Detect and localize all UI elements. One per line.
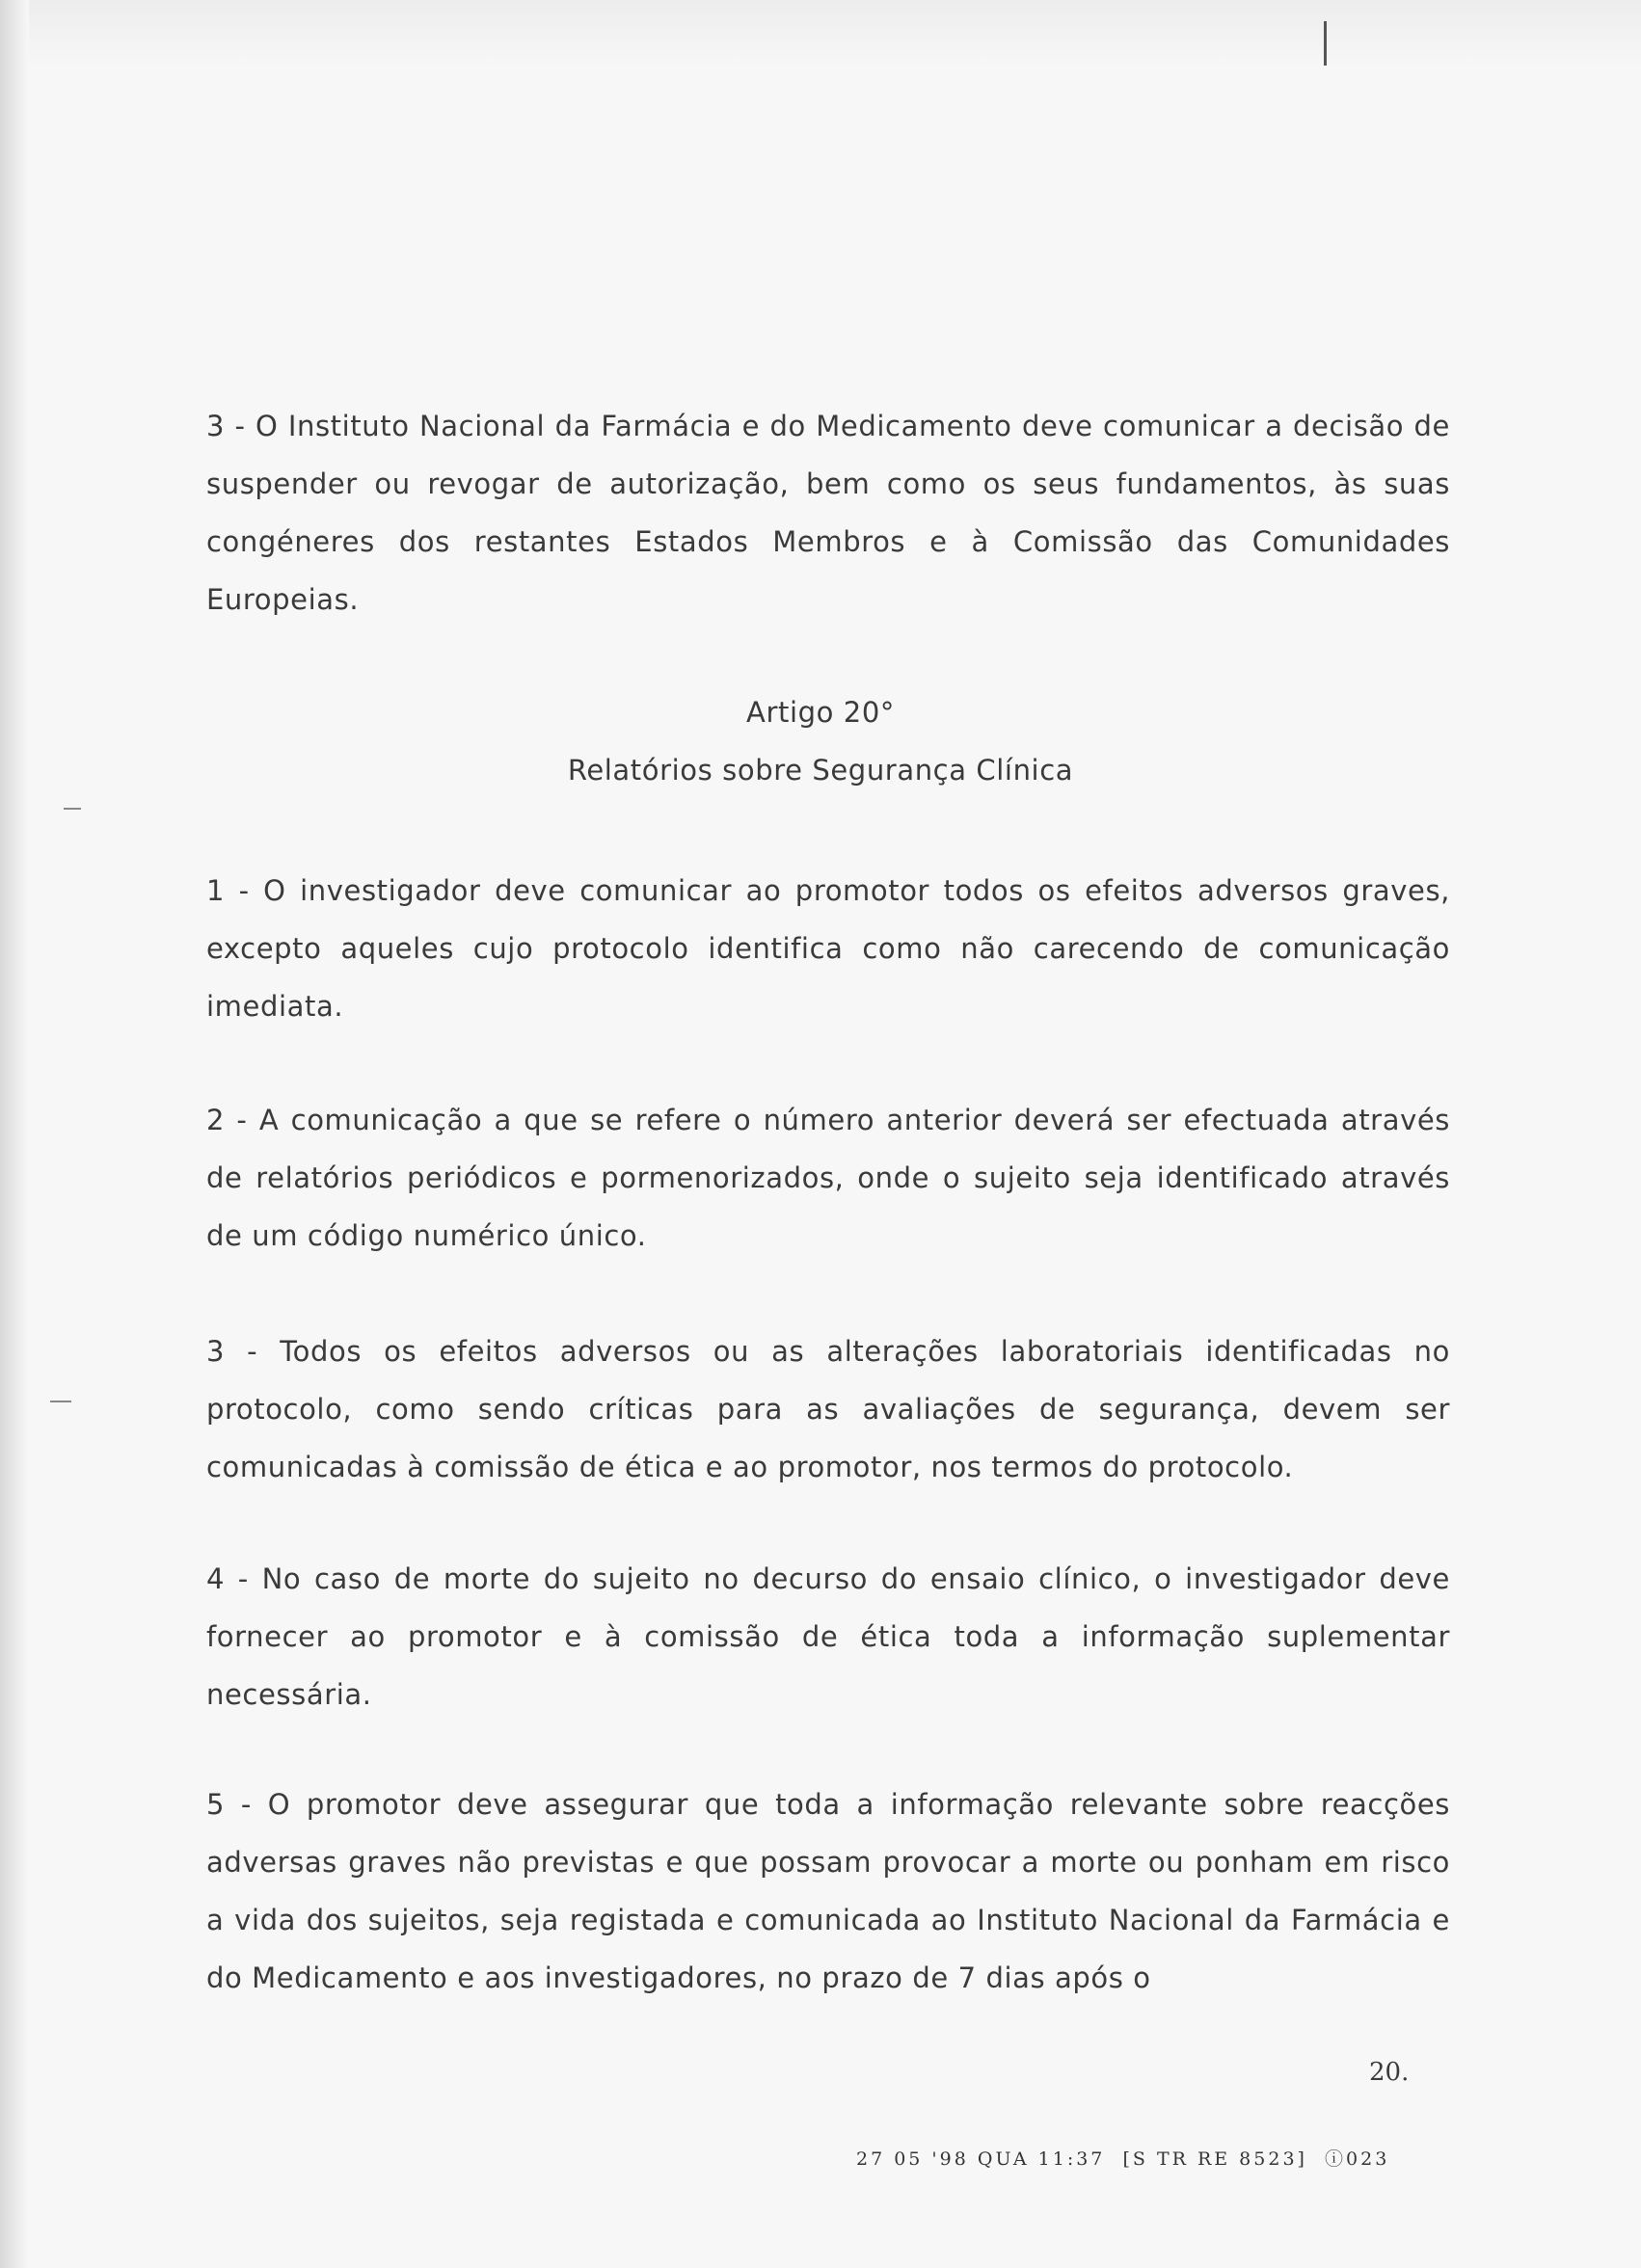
article-number: Artigo 20°: [746, 696, 895, 729]
paragraph-3-alteracoes-laboratoriais: 3 - Todos os efeitos adversos ou as alterações laboratoriais identificadas no protocolo, como sendo críticas para as avaliações de segurança, devem ser comunicadas à comissão de ética e ao promotor, nos termos do protocolo.: [206, 1335, 1450, 1483]
scan-shadow-edge: [0, 0, 29, 2268]
margin-tick: [64, 808, 81, 810]
margin-tick: [50, 1401, 71, 1402]
page-number: 20.: [1369, 2058, 1410, 2087]
fax-header-line: 27 05 '98 QUA 11:37 [S TR RE 8523] ⓘ023: [856, 2148, 1390, 2170]
paragraph-2-relatorios-periodicos: 2 - A comunicação a que se refere o número anterior deverá ser efectuada através de relatórios periódicos e pormenorizados, onde o sujeito seja identificado através de um código numérico único.: [206, 1104, 1450, 1252]
scan-shadow-top: [29, 0, 1641, 67]
scan-mark: [1324, 21, 1327, 66]
paragraph-1-efeitos-adversos: 1 - O investigador deve comunicar ao promotor todos os efeitos adversos graves, excepto aqueles cujo protocolo identifica como não carecendo de comunicação imediata.: [206, 874, 1450, 1023]
paragraph-4-caso-de-morte: 4 - No caso de morte do sujeito no decurso do ensaio clínico, o investigador deve fornecer ao promotor e à comissão de ética toda a informação suplementar necessária.: [206, 1562, 1450, 1711]
paragraph-3-comunicacao-decisao: 3 - O Instituto Nacional da Farmácia e do Medicamento deve comunicar a decisão de suspender ou revogar de autorização, bem como os seus fundamentos, às suas congéneres dos restantes Estados Membros e à Comissão das Comunidades Europeias.: [206, 410, 1450, 616]
article-title: Relatórios sobre Segurança Clínica: [567, 754, 1074, 787]
paragraph-5-promotor-assegurar: 5 - O promotor deve assegurar que toda a informação relevante sobre reacções adversas graves não previstas e que possam provocar a morte ou ponham em risco a vida dos sujeitos, seja registada e comunicada ao Instituto Nacional da Farmácia e do Medicamento e aos investigadores, no prazo de 7 dias após o: [206, 1788, 1450, 1994]
